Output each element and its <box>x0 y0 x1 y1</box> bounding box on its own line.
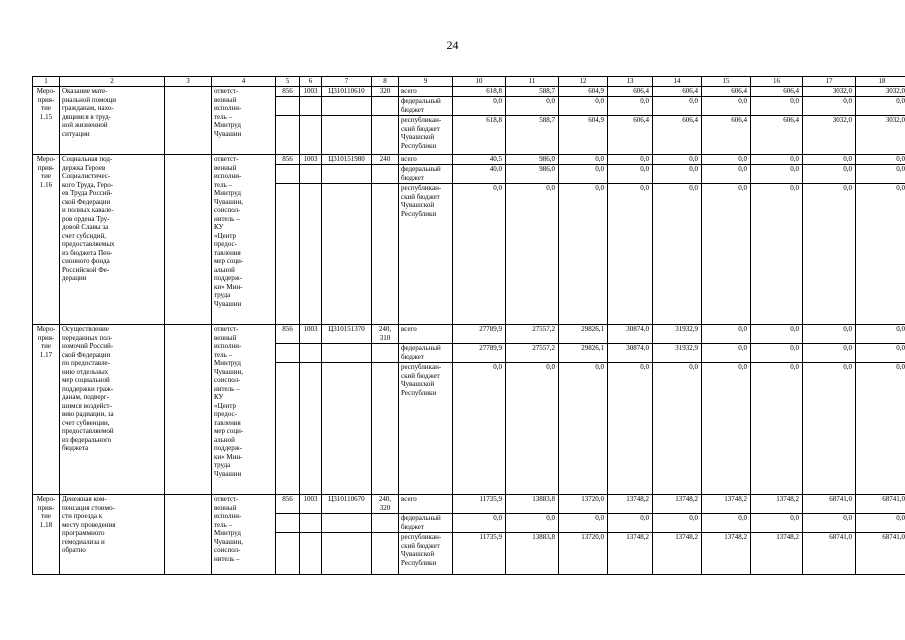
value-cell: 0,0 <box>559 155 608 165</box>
empty-cell <box>322 514 372 533</box>
source-label-cell: федеральный бюджет <box>399 514 453 533</box>
value-cell: 11735,9 <box>453 533 506 575</box>
empty-cell <box>165 495 212 575</box>
value-cell: 0,0 <box>751 325 803 344</box>
value-cell: 13748,2 <box>653 533 702 575</box>
source-label-cell: республикан- ский бюджет Чувашской Республики <box>399 533 453 575</box>
value-cell: 0,0 <box>702 325 751 344</box>
empty-cell <box>276 533 300 575</box>
value-cell: 0,0 <box>653 155 702 165</box>
empty-cell <box>372 184 399 325</box>
header-cell: 4 <box>212 77 276 87</box>
value-cell: 588,7 <box>506 116 559 155</box>
code-cell: 240 <box>372 155 399 165</box>
value-cell: 0,0 <box>453 97 506 116</box>
value-cell: 0,0 <box>803 514 856 533</box>
value-cell: 0,0 <box>453 514 506 533</box>
value-cell: 0,0 <box>506 514 559 533</box>
budget-table <box>32 76 905 575</box>
header-cell: 14 <box>653 77 702 87</box>
header-cell: 13 <box>608 77 653 87</box>
value-cell: 3032,0 <box>856 116 905 155</box>
table-header-row <box>33 77 905 87</box>
source-label-cell: всего <box>399 495 453 514</box>
value-cell: 3032,0 <box>803 116 856 155</box>
value-cell: 30874,0 <box>608 344 653 363</box>
value-cell: 0,0 <box>559 97 608 116</box>
header-cell: 15 <box>702 77 751 87</box>
source-label-cell: всего <box>399 325 453 344</box>
value-cell: 68741,0 <box>803 533 856 575</box>
header-cell: 12 <box>559 77 608 87</box>
value-cell: 27789,9 <box>453 344 506 363</box>
value-cell: 31932,9 <box>653 344 702 363</box>
table-row <box>33 155 905 165</box>
empty-cell <box>372 116 399 155</box>
value-cell: 0,0 <box>506 363 559 495</box>
empty-cell <box>276 165 300 184</box>
value-cell: 0,0 <box>559 363 608 495</box>
value-cell: 3032,0 <box>856 87 905 97</box>
source-label-cell: республикан- ский бюджет Чувашской Республики <box>399 363 453 495</box>
value-cell: 0,0 <box>702 363 751 495</box>
value-cell: 11735,9 <box>453 495 506 514</box>
empty-cell <box>276 97 300 116</box>
value-cell: 0,0 <box>559 514 608 533</box>
value-cell: 0,0 <box>608 184 653 325</box>
event-cell: Меро- прия- тие 1.17 <box>33 325 60 495</box>
executor-cell: ответст- венный исполни- тель – Минтруд Чувашии, соиспол- нитель – <box>212 495 276 575</box>
value-cell: 0,0 <box>702 344 751 363</box>
value-cell: 0,0 <box>856 165 905 184</box>
value-cell: 3032,0 <box>803 87 856 97</box>
value-cell: 0,0 <box>453 363 506 495</box>
empty-cell <box>276 344 300 363</box>
table-row <box>33 325 905 344</box>
empty-cell <box>165 155 212 325</box>
header-cell: 11 <box>506 77 559 87</box>
value-cell: 31932,9 <box>653 325 702 344</box>
value-cell: 0,0 <box>803 155 856 165</box>
value-cell: 0,0 <box>856 184 905 325</box>
value-cell: 606,4 <box>653 116 702 155</box>
value-cell: 0,0 <box>803 184 856 325</box>
value-cell: 606,4 <box>608 116 653 155</box>
event-name-cell: Социальная под- держка Героев Социалистичес- кого Труда, Геро- ев Труда Россий- ской Федерации и полных кавале- ров ордена Тру- довой Славы за счет субсидий, предоставляемых из бюджета Пен- сионного фонда Российской Фе- дерации <box>60 155 165 325</box>
value-cell: 588,7 <box>506 87 559 97</box>
source-label-cell: федеральный бюджет <box>399 165 453 184</box>
value-cell: 27789,9 <box>453 325 506 344</box>
value-cell: 13720,0 <box>559 495 608 514</box>
code-cell: 856 <box>276 325 300 344</box>
value-cell: 0,0 <box>803 325 856 344</box>
value-cell: 0,0 <box>751 344 803 363</box>
source-label-cell: всего <box>399 155 453 165</box>
empty-cell <box>322 116 372 155</box>
empty-cell <box>300 116 322 155</box>
source-label-cell: всего <box>399 87 453 97</box>
value-cell: 0,0 <box>856 344 905 363</box>
header-cell: 5 <box>276 77 300 87</box>
value-cell: 606,4 <box>608 87 653 97</box>
empty-cell <box>276 116 300 155</box>
value-cell: 618,8 <box>453 116 506 155</box>
value-cell: 40,5 <box>453 155 506 165</box>
value-cell: 0,0 <box>653 97 702 116</box>
value-cell: 0,0 <box>506 184 559 325</box>
value-cell: 0,0 <box>608 363 653 495</box>
value-cell: 68741,0 <box>856 495 905 514</box>
value-cell: 0,0 <box>702 97 751 116</box>
source-label-cell: республикан- ский бюджет Чувашской Республики <box>399 184 453 325</box>
header-cell: 18 <box>856 77 905 87</box>
executor-cell: ответст- венный исполни- тель – Минтруд Чувашии, соиспол- нитель – КУ «Центр предос- тавления мер соци- альной поддерж- ки» Мин- труда Чувашии <box>212 155 276 325</box>
value-cell: 0,0 <box>653 165 702 184</box>
code-cell: 856 <box>276 87 300 97</box>
empty-cell <box>300 363 322 495</box>
code-cell: 1003 <box>300 155 322 165</box>
value-cell: 13748,2 <box>751 495 803 514</box>
executor-cell: ответст- венный исполни- тель – Минтруд Чувашии, соиспол- нитель – КУ «Центр предос- тавления мер соци- альной поддерж- ки» Мин- труда Чувашии <box>212 325 276 495</box>
table-row <box>33 87 905 97</box>
value-cell: 0,0 <box>559 165 608 184</box>
code-cell: Ц310151370 <box>322 325 372 344</box>
value-cell: 13720,0 <box>559 533 608 575</box>
value-cell: 13748,2 <box>608 495 653 514</box>
value-cell: 986,0 <box>506 155 559 165</box>
header-cell: 7 <box>322 77 372 87</box>
value-cell: 0,0 <box>803 165 856 184</box>
value-cell: 606,4 <box>751 87 803 97</box>
value-cell: 0,0 <box>751 97 803 116</box>
code-cell: Ц310110670 <box>322 495 372 514</box>
code-cell: Ц310110610 <box>322 87 372 97</box>
empty-cell <box>322 363 372 495</box>
empty-cell <box>322 344 372 363</box>
header-cell: 9 <box>399 77 453 87</box>
value-cell: 0,0 <box>803 97 856 116</box>
value-cell: 13748,2 <box>653 495 702 514</box>
value-cell: 29826,1 <box>559 325 608 344</box>
event-name-cell: Оказание мате- риальной помощи гражданам, нахо- дящимся в труд- ной жизненной ситуации <box>60 87 165 155</box>
value-cell: 0,0 <box>751 184 803 325</box>
empty-cell <box>300 514 322 533</box>
page-number: 24 <box>446 38 459 52</box>
empty-cell <box>276 363 300 495</box>
value-cell: 0,0 <box>803 363 856 495</box>
value-cell: 68741,0 <box>803 495 856 514</box>
empty-cell <box>300 165 322 184</box>
value-cell: 29826,1 <box>559 344 608 363</box>
empty-cell <box>165 325 212 495</box>
value-cell: 13748,2 <box>608 533 653 575</box>
code-cell: 856 <box>276 155 300 165</box>
code-cell: 1003 <box>300 495 322 514</box>
value-cell: 0,0 <box>653 514 702 533</box>
header-cell: 16 <box>751 77 803 87</box>
code-cell: 320 <box>372 87 399 97</box>
empty-cell <box>276 514 300 533</box>
event-cell: Меро- прия- тие 1.18 <box>33 495 60 575</box>
value-cell: 606,4 <box>751 116 803 155</box>
value-cell: 0,0 <box>751 514 803 533</box>
value-cell: 0,0 <box>856 325 905 344</box>
code-cell: 240, 310 <box>372 325 399 344</box>
code-cell: 1003 <box>300 325 322 344</box>
value-cell: 606,4 <box>653 87 702 97</box>
value-cell: 13748,2 <box>702 533 751 575</box>
value-cell: 0,0 <box>803 344 856 363</box>
value-cell: 606,4 <box>702 87 751 97</box>
value-cell: 0,0 <box>453 184 506 325</box>
event-name-cell: Денежная ком- пенсация стоимо- сти проезда к месту проведения программного гемодиализа и обратно <box>60 495 165 575</box>
value-cell: 0,0 <box>751 165 803 184</box>
value-cell: 30874,0 <box>608 325 653 344</box>
empty-cell <box>322 533 372 575</box>
empty-cell <box>322 97 372 116</box>
value-cell: 0,0 <box>608 165 653 184</box>
header-cell: 3 <box>165 77 212 87</box>
header-cell: 17 <box>803 77 856 87</box>
code-cell: 240, 320 <box>372 495 399 514</box>
value-cell: 13883,8 <box>506 495 559 514</box>
empty-cell <box>300 97 322 116</box>
value-cell: 0,0 <box>506 97 559 116</box>
value-cell: 0,0 <box>608 155 653 165</box>
empty-cell <box>300 184 322 325</box>
event-name-cell: Осуществление переданных пол- номочий Россий- ской Федерации по предоставле- нию отдельных мер социальной поддержки граж- данам, подверг- шимся воздейст- вию радиации, за счет субвенции, предоставляемой из федерального бюджета <box>60 325 165 495</box>
value-cell: 986,0 <box>506 165 559 184</box>
value-cell: 0,0 <box>559 184 608 325</box>
source-label-cell: федеральный бюджет <box>399 97 453 116</box>
value-cell: 0,0 <box>856 155 905 165</box>
value-cell: 0,0 <box>856 363 905 495</box>
empty-cell <box>276 184 300 325</box>
value-cell: 0,0 <box>653 184 702 325</box>
value-cell: 0,0 <box>608 514 653 533</box>
source-label-cell: республикан- ский бюджет Чувашской Республики <box>399 116 453 155</box>
empty-cell <box>300 533 322 575</box>
empty-cell <box>322 165 372 184</box>
empty-cell <box>372 514 399 533</box>
empty-cell <box>372 363 399 495</box>
event-cell: Меро- прия- тие 1.16 <box>33 155 60 325</box>
event-cell: Меро- прия- тие 1.15 <box>33 87 60 155</box>
source-label-cell: федеральный бюджет <box>399 344 453 363</box>
header-cell: 10 <box>453 77 506 87</box>
value-cell: 13748,2 <box>702 495 751 514</box>
value-cell: 27557,2 <box>506 344 559 363</box>
empty-cell <box>165 87 212 155</box>
header-cell: 6 <box>300 77 322 87</box>
value-cell: 606,4 <box>702 116 751 155</box>
header-cell: 1 <box>33 77 60 87</box>
value-cell: 0,0 <box>702 514 751 533</box>
value-cell: 618,8 <box>453 87 506 97</box>
header-cell: 8 <box>372 77 399 87</box>
value-cell: 0,0 <box>856 97 905 116</box>
value-cell: 604,9 <box>559 87 608 97</box>
value-cell: 0,0 <box>751 363 803 495</box>
value-cell: 27557,2 <box>506 325 559 344</box>
table-row <box>33 495 905 514</box>
value-cell: 40,0 <box>453 165 506 184</box>
value-cell: 0,0 <box>702 155 751 165</box>
value-cell: 0,0 <box>702 184 751 325</box>
empty-cell <box>372 344 399 363</box>
value-cell: 68741,0 <box>856 533 905 575</box>
empty-cell <box>372 165 399 184</box>
value-cell: 0,0 <box>751 155 803 165</box>
code-cell: 856 <box>276 495 300 514</box>
value-cell: 0,0 <box>856 514 905 533</box>
empty-cell <box>322 184 372 325</box>
value-cell: 0,0 <box>653 363 702 495</box>
code-cell: Ц310151980 <box>322 155 372 165</box>
value-cell: 0,0 <box>702 165 751 184</box>
empty-cell <box>300 344 322 363</box>
value-cell: 13883,8 <box>506 533 559 575</box>
empty-cell <box>372 533 399 575</box>
value-cell: 0,0 <box>608 97 653 116</box>
header-cell: 2 <box>60 77 165 87</box>
executor-cell: ответст- венный исполни- тель – Минтруд Чувашии <box>212 87 276 155</box>
empty-cell <box>372 97 399 116</box>
value-cell: 604,9 <box>559 116 608 155</box>
value-cell: 13748,2 <box>751 533 803 575</box>
code-cell: 1003 <box>300 87 322 97</box>
